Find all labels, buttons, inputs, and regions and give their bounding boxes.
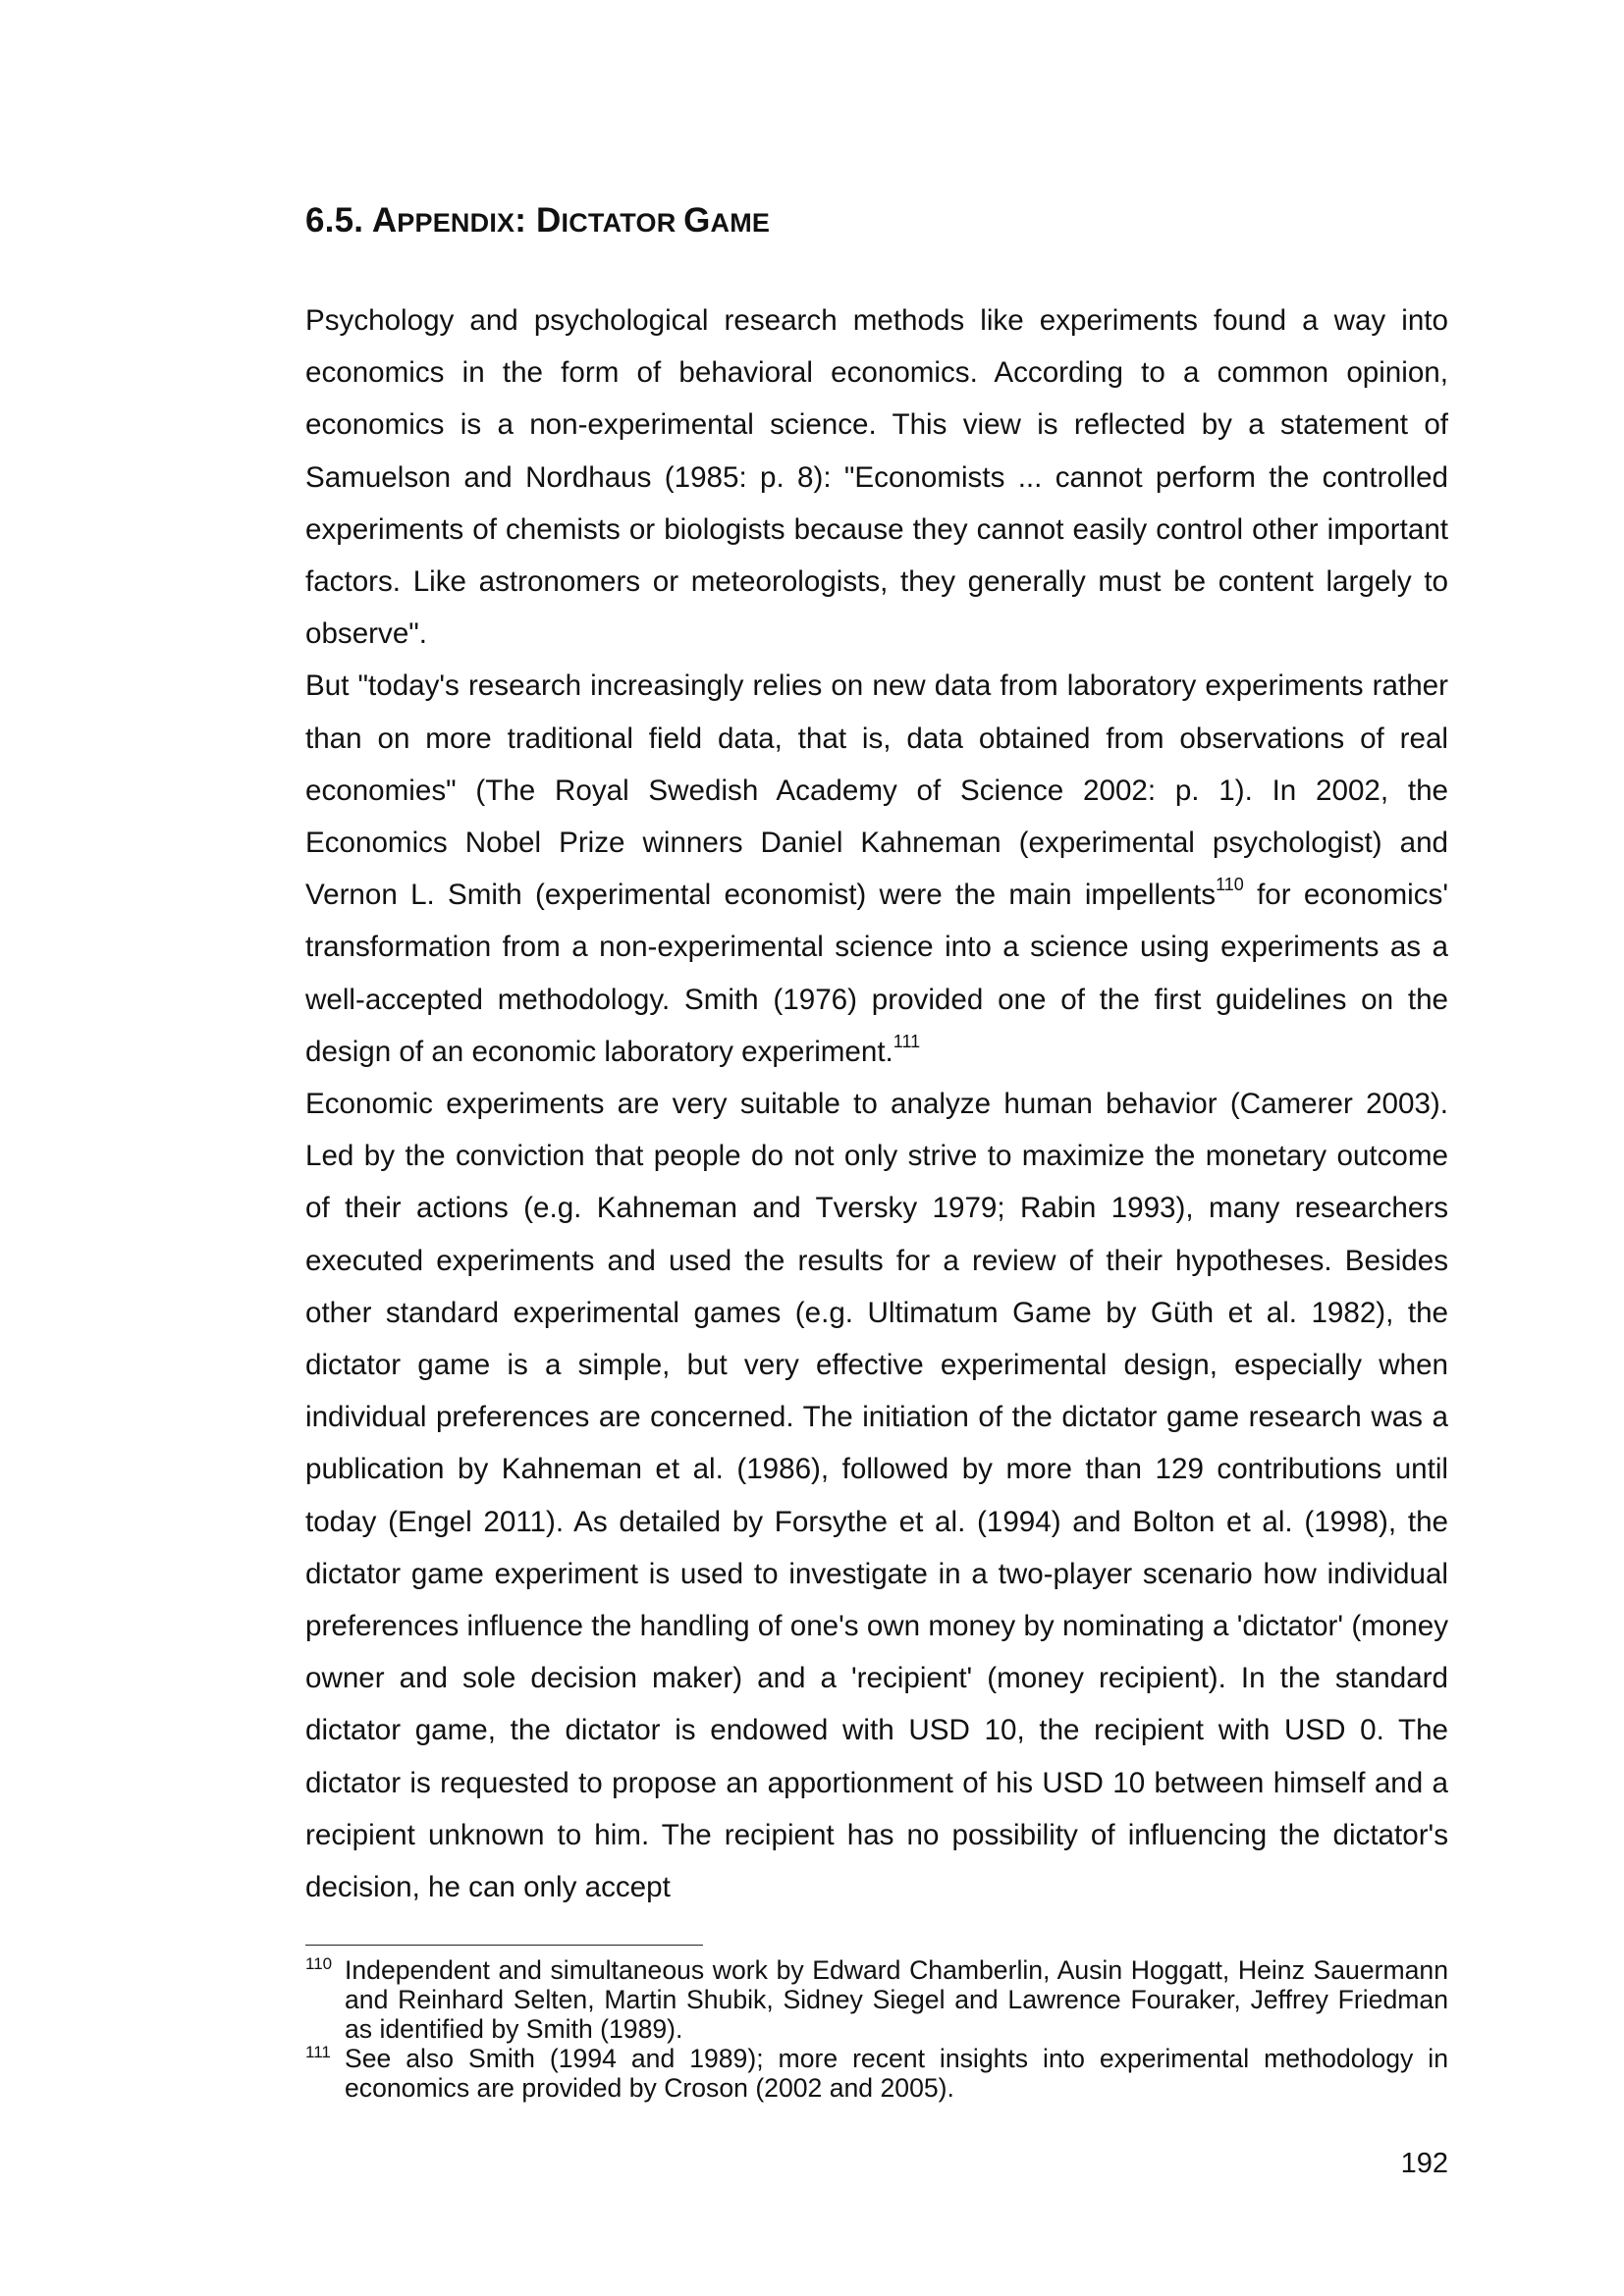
footnote-111 — [305, 2044, 1448, 2103]
footnotes — [305, 1955, 1448, 2103]
paragraph-2: But "today's research increasingly relies on new data from laboratory experiments rather than on more traditional field data, that is, data obtained from observations of real economies" (The Royal Swedish Academy of Science 2002: p. 1). In 2002, the Economics Nobel Prize winners Daniel Kahneman (experimental psychologist) and Vernon L. Smith (experimental economist) were the main impellents$^{110}$ for economics' transformation from a non-experimental science into a science using experiments as a well-accepted methodology. Smith (1976) provided one of the first guidelines on the design of an economic laboratory experiment.$^{111}$ — [305, 669, 1448, 1068]
footnote-ref-111[interactable]: 111 — [893, 1031, 921, 1051]
footnote-number: 110 — [305, 1954, 333, 1973]
body-text — [305, 294, 1448, 1913]
page-number: 192 — [1400, 2148, 1448, 2179]
paragraph-1: Psychology and psychological research methods like experiments found a way into economics in the form of behavioral economics. According to a common opinion, economics is a non-experimental science. This view is reflected by a statement of Samuelson and Nordhaus (1985: p. 8): "Economists ... cannot perform the controlled experiments of chemists or biologists because they cannot easily control other important factors. Like astronomers or meteorologists, they generally must be content largely to observe". — [305, 304, 1448, 651]
footnote-110 — [305, 1955, 1448, 2044]
footnote-divider — [305, 1945, 703, 1946]
footnote-text: See also Smith (1994 and 1989); more recent insights into experimental methodology in economics are provided by Croson (2002 and 2005). — [345, 2044, 1448, 2103]
footnote-text: Independent and simultaneous work by Edward Chamberlin, Ausin Hoggatt, Heinz Sauermann and Reinhard Selten, Martin Shubik, Sidney Siegel and Lawrence Fouraker, Jeffrey Friedman as identified by Smith (1989). — [345, 1955, 1448, 2044]
section-heading: 6.5. APPENDIX: DICTATOR GAME — [305, 201, 771, 240]
footnote-ref-110[interactable]: 110 — [1216, 875, 1244, 895]
section-number: 6.5. — [305, 201, 372, 240]
paragraph-3: Economic experiments are very suitable to analyze human behavior (Camerer 2003). Led by the conviction that people do not only strive to maximize the monetary outcome of their actions (e.g. Kahneman and Tversky 1979; Rabin 1993), many researchers executed experiments and used the results for a review of their hypotheses. Besides other standard experimental games (e.g. Ultimatum Game by Güth et al. 1982), the dictator game is a simple, but very effective experimental design, especially when individual preferences are concerned. The initiation of the dictator game research was a publication by Kahneman et al. (1986), followed by more than 129 contributions until today (Engel 2011). As detailed by Forsythe et al. (1994) and Bolton et al. (1998), the dictator game experiment is used to investigate in a two-player scenario how individual preferences influence the handling of one's own money by nominating a 'dictator' (money owner and sole decision maker) and a 'recipient' (money recipient). In the standard dictator game, the dictator is endowed with USD 10, the recipient with USD 0. The dictator is requested to propose an apportionment of his USD 10 between himself and a recipient unknown to him. The recipient has no possibility of influencing the dictator's decision, he can only accept — [305, 1088, 1448, 1904]
footnote-number: 111 — [305, 2043, 331, 2061]
